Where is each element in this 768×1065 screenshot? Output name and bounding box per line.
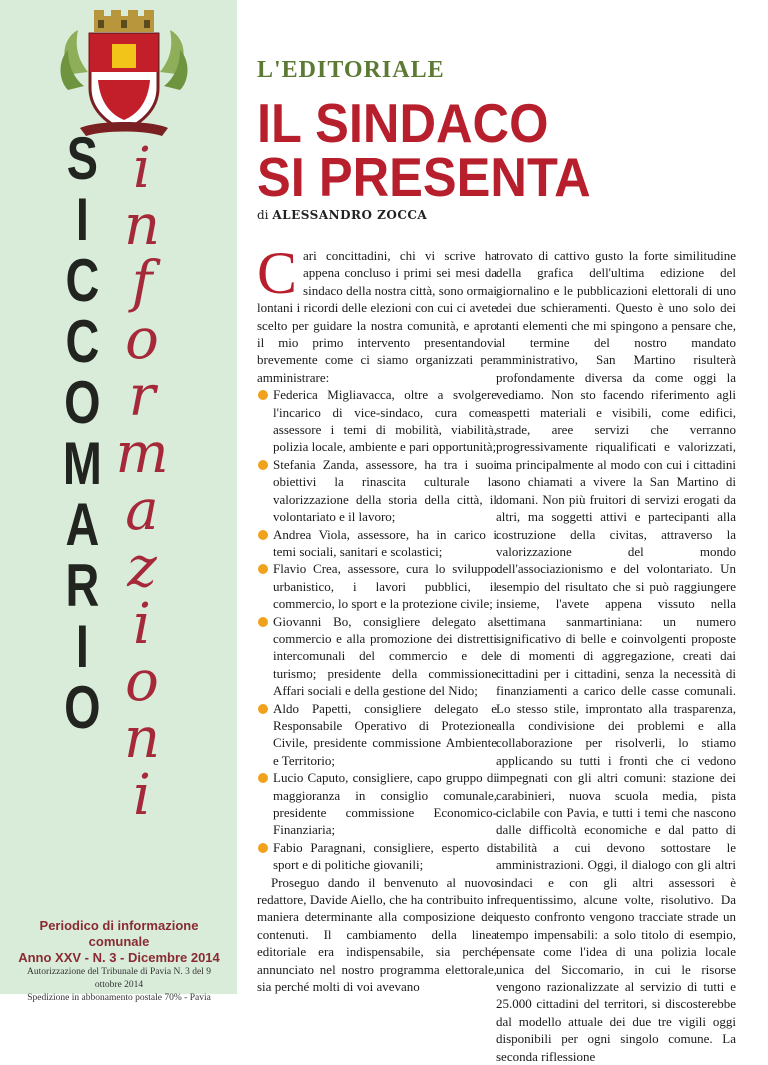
masthead-small-letter: i bbox=[133, 136, 151, 201]
list-item: Stefania Zanda, assessore, ha tra i suoi obiettivi la rinascita culturale la valorizzazione della storia della città, il volontariato e il lavoro; bbox=[257, 456, 497, 526]
court-authorization: Autorizzazione del Tribunale di Pavia N. 3 del 9 ottobre 2014 bbox=[27, 967, 211, 990]
drop-cap: C bbox=[257, 240, 298, 306]
municipal-coat-of-arms-icon bbox=[58, 10, 190, 138]
list-item: Andrea Viola, assessore, ha in carico i temi sociali, sanitari e scolastici; bbox=[257, 526, 497, 561]
publication-info bbox=[14, 918, 224, 1005]
list-item: Lucio Caputo, consigliere, capo gruppo di maggioranza in consiglio comunale, presidente commissione Economico-Finanziaria; bbox=[257, 769, 497, 839]
list-item: Giovanni Bo, consigliere delegato al commercio e alla promozione dei distretti intercomunali del commercio e del turismo; presidente della commissione Affari sociali e della gestione del Nido; bbox=[257, 613, 497, 700]
author-name: ALESSANDRO ZOCCA bbox=[272, 208, 428, 222]
masthead-big-letter: O bbox=[64, 369, 100, 436]
masthead-small-letter: o bbox=[125, 307, 159, 372]
masthead-small-letter: i bbox=[133, 592, 151, 657]
intro-paragraph bbox=[257, 240, 497, 386]
masthead-small-letter: n bbox=[123, 706, 161, 771]
intro-text: ari concittadini, chi vi scrive ha appena concluso i primi sei mesi da sindaco della nostra città, sono ormai lontani i ricordi delle elezioni con cui ci avete scelto per guidare la nostra comunità, e apro il mio primo intervento presentandovi brevemente come ci siamo organizzati per amministrare: bbox=[257, 248, 497, 385]
masthead-big-letter: A bbox=[65, 491, 99, 558]
article-column-1 bbox=[257, 240, 497, 995]
masthead-small-letters bbox=[112, 136, 172, 828]
section-label: L'EDITORIALE bbox=[257, 57, 445, 83]
masthead-big-letter: R bbox=[65, 552, 99, 619]
masthead-big-letter: O bbox=[64, 674, 100, 741]
masthead-big-letter: M bbox=[62, 430, 102, 497]
masthead-small-letter: r bbox=[128, 364, 156, 429]
masthead-small-letter: m bbox=[115, 421, 169, 486]
article-title-line: IL SINDACO bbox=[257, 92, 549, 154]
byline-prefix: di bbox=[257, 208, 269, 222]
list-item: Fabio Paragnani, consigliere, esperto di sport e di politiche giovanili; bbox=[257, 839, 497, 874]
masthead-small-letter: a bbox=[125, 478, 159, 543]
sidebar bbox=[0, 0, 237, 1003]
issue-number: Anno XXV - N. 3 - Dicembre 2014 bbox=[18, 950, 220, 965]
officials-list bbox=[257, 386, 497, 873]
masthead-small-letter: f bbox=[131, 250, 153, 315]
postal-shipping: Spedizione in abbonamento postale 70% - Pavia bbox=[27, 993, 211, 1003]
article-title bbox=[257, 92, 699, 208]
continuation-paragraph: trovato di cattivo gusto la forte similitudine della grafica dell'ultima edizione del giornalino e le pubblicazioni elettorali di uno dei due schieramenti. Questo è uno solo dei tanti elementi che mi spingono a pensare che, al termine del nostro mandato amministrativo, San Martino risulterà profondamente diversa da come oggi la vediamo. Non sto facendo riferimento agli aspetti materiali e visibili, come edifici, strade, aree servizi che verranno progressivamente riqualificati e valorizzati, ma principalmente al modo con cui i cittadini sono chiamati a vivere la San Martino di domani. Non più fruitori di servizi erogati da altri, ma soggetti attivi e partecipanti alla costruzione della civitas, attraverso la valorizzazione del mondo dell'associazionismo e del volontariato. Un esempio del risultato che si può raggiungere insieme, l'avete appena vissuto nella settimana sanmartiniana: un numero significativo di belle e coinvolgenti proposte e di momenti di aggregazione, creati dai cittadini per i cittadini, senza la necessità di finanziamenti a carico delle casse comunali. Lo stesso stile, improntato alla trasparenza, alla condivisione dei problemi e alla collaborazione per risolverli, lo stiamo applicando su tutti i fronti che ci vedono impegnati con gli altri comuni: stazione dei carabinieri, nuova scuola media, pista ciclabile con Pavia, e tutti i temi che nascono dalle difficoltà economiche e dal patto di stabilità a cui devono sottostare le amministrazioni. Oggi, il dialogo con gli altri sindaci e con gli altri assessori è frequentissimo, alcune volte, risolutivo. Da questo confronto vengono tracciate strade un tempo impensabili: a solo titolo di esempio, pensate come l'idea di una polizia locale unica del Siccomario, in cui le risorse vengono razionalizzate al servizio di tutti e 25.000 cittadini del territori, si discosterebbe dal modello attuale dei due tre vigili oggi disponibili per ogni singolo comune. La seconda riflessione bbox=[496, 248, 736, 1064]
list-item: Aldo Papetti, consigliere delegato e Responsabile Operativo di Protezione Civile, presidente commissione Ambiente e Territorio; bbox=[257, 700, 497, 770]
masthead-big-letter: I bbox=[75, 613, 89, 680]
masthead-small-letter: n bbox=[123, 193, 161, 258]
masthead-small-letter: z bbox=[127, 535, 157, 600]
list-item: Federica Migliavacca, oltre a svolgere l'incarico di vice-sindaco, cura come assessore i temi di mobilità, viabilità, polizia locale, ambiente e pari opportunità; bbox=[257, 386, 497, 456]
masthead-big-letter: I bbox=[75, 186, 89, 253]
publication-tagline: Periodico di informazione comunale bbox=[39, 918, 199, 949]
article-column-2 bbox=[496, 247, 736, 1065]
closing-paragraph: Proseguo dando il benvenuto al nuovo redattore, Davide Aiello, che ha contribuito in maniera determinante alla composizione dei contenuti. Il cambiamento della linea editoriale era indispensabile, sia perché annunciato nel nostro programma elettorale, sia perché molti di voi avevano bbox=[257, 874, 497, 995]
masthead-big-letter: S bbox=[66, 125, 98, 192]
masthead-big-letters bbox=[52, 125, 112, 741]
masthead-big-letter: C bbox=[65, 247, 99, 314]
masthead-small-letter: i bbox=[133, 763, 151, 828]
masthead-big-letter: C bbox=[65, 308, 99, 375]
list-item: Flavio Crea, assessore, cura lo sviluppo urbanistico, i lavori pubblici, il commercio, lo sport e la protezione civile; bbox=[257, 560, 497, 612]
byline bbox=[257, 208, 427, 222]
masthead-small-letter: o bbox=[125, 649, 159, 714]
article-title-line: SI PRESENTA bbox=[257, 146, 591, 208]
